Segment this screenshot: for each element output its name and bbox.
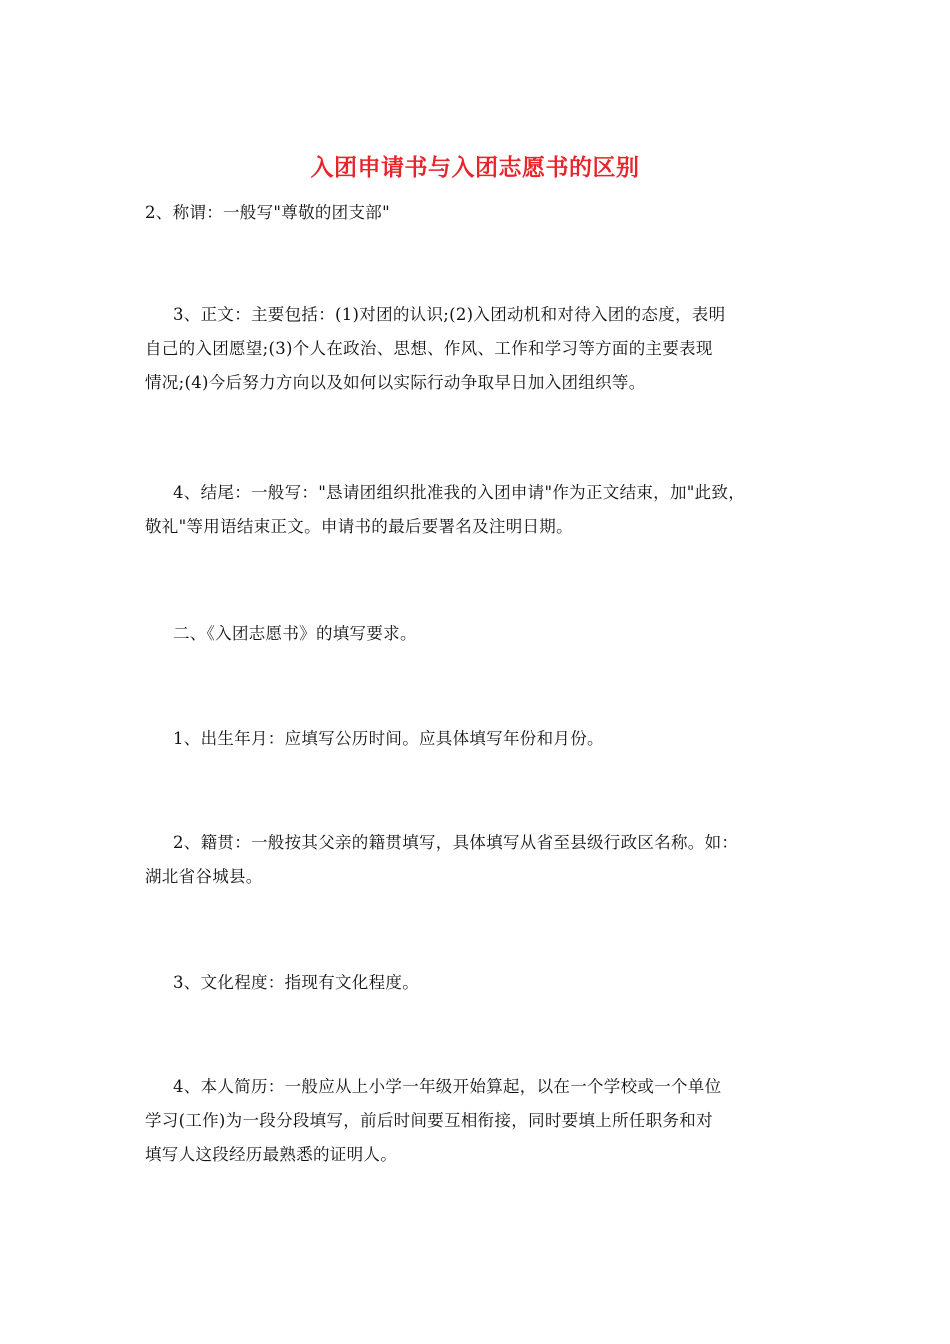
paragraph-line: 3、文化程度：指现有文化程度。	[173, 973, 419, 992]
paragraph-line: 学习(工作)为一段分段填写，前后时间要互相衔接，同时要填上所任职务和对	[145, 1111, 713, 1130]
paragraph-line: 填写人这段经历最熟悉的证明人。	[145, 1145, 397, 1164]
paragraph-line: 1、出生年月：应填写公历时间。应具体填写年份和月份。	[173, 729, 604, 748]
paragraph-line: 情况;(4)今后努力方向以及如何以实际行动争取早日加入团组织等。	[145, 373, 646, 392]
paragraph-education	[145, 966, 815, 1000]
paragraph-line: 4、本人简历：一般应从上小学一年级开始算起，以在一个学校或一个单位	[173, 1077, 722, 1096]
paragraph-salutation	[145, 196, 815, 230]
paragraph-native-place	[145, 826, 815, 894]
paragraph-body-text	[145, 298, 815, 400]
paragraph-line: 2、称谓：一般写"尊敬的团支部"	[145, 203, 390, 222]
paragraph-ending	[145, 476, 815, 544]
paragraph-line: 4、结尾：一般写："恳请团组织批准我的入团申请"作为正文结束，加"此致，	[173, 483, 746, 502]
document-title: 入团申请书与入团志愿书的区别	[310, 155, 640, 181]
paragraph-line: 自己的入团愿望;(3)个人在政治、思想、作风、工作和学习等方面的主要表现	[145, 339, 713, 358]
paragraph-line: 敬礼"等用语结束正文。申请书的最后要署名及注明日期。	[145, 517, 573, 536]
section-heading-requirements	[145, 617, 815, 651]
paragraph-birth-date	[145, 722, 815, 756]
paragraph-line: 2、籍贯：一般按其父亲的籍贯填写，具体填写从省至县级行政区名称。如：	[173, 833, 739, 852]
paragraph-line: 湖北省谷城县。	[145, 867, 263, 886]
paragraph-resume	[145, 1070, 815, 1172]
paragraph-line: 二、《入团志愿书》的填写要求。	[173, 624, 417, 643]
paragraph-line: 3、正文：主要包括：(1)对团的认识;(2)入团动机和对待入团的态度，表明	[173, 305, 726, 324]
